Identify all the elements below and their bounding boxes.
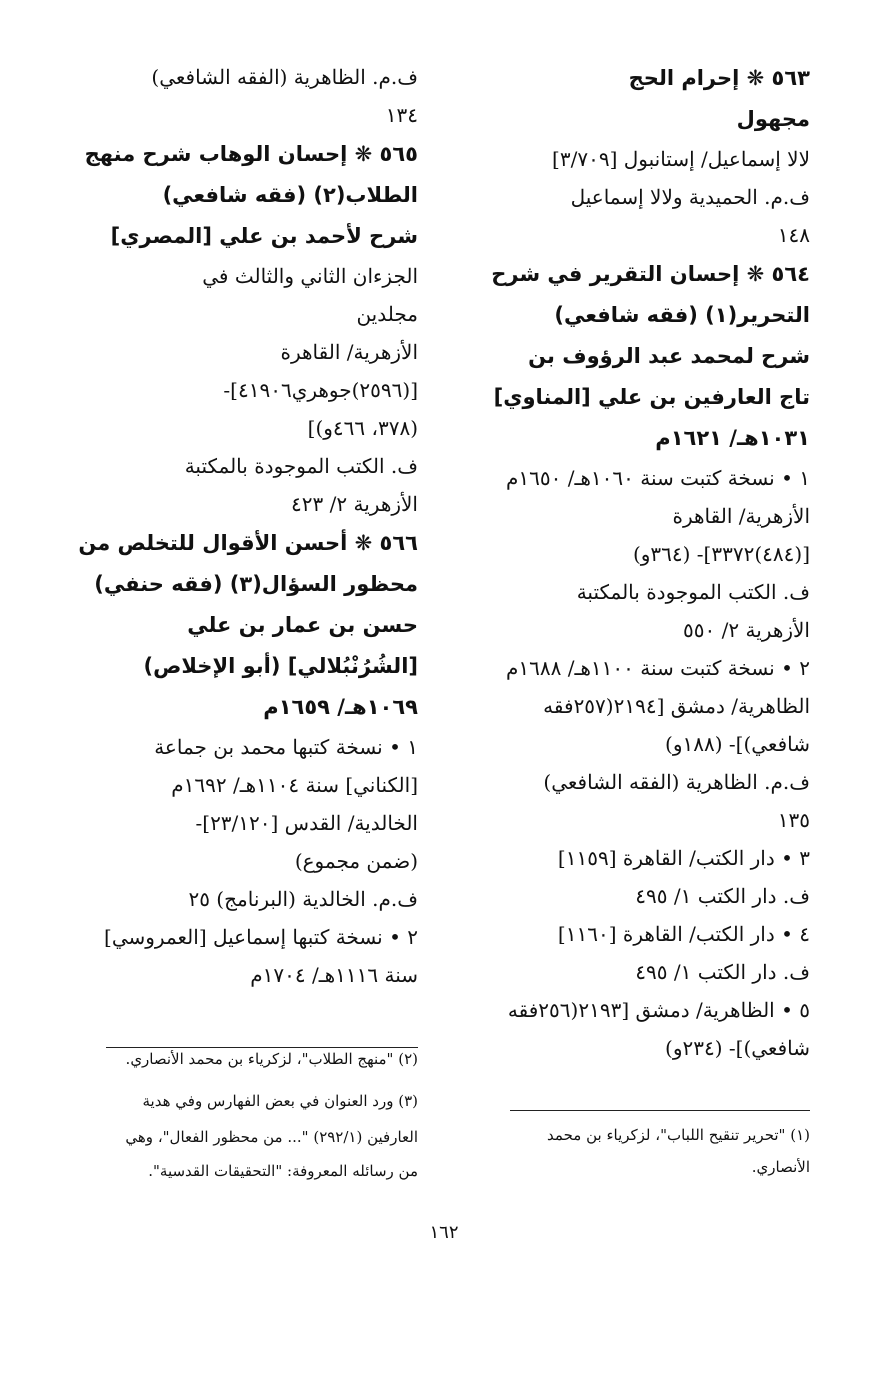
footnote-left-1: (٢) "منهج الطلاب"، لزكرياء بن محمد الأنصاري. xyxy=(125,1050,418,1068)
entry-text-line: (ضمن مجموع) xyxy=(294,849,418,873)
entry-heading-line: ٥٦٤ ❋ إحسان التقرير في شرح xyxy=(491,262,810,286)
entry-text-line: شافعي)]- (١٨٨و) xyxy=(665,732,810,756)
footnote-rule-right xyxy=(510,1110,810,1111)
entry-text-line: ف. الكتب الموجودة بالمكتبة xyxy=(184,454,418,478)
entry-text-line: [الكناني] سنة ١١٠٤هـ/ ١٦٩٢م xyxy=(171,773,418,797)
entry-text-line: الأزهرية/ القاهرة xyxy=(280,340,418,364)
entry-text-line: الجزءان الثاني والثالث في xyxy=(202,264,418,288)
entry-heading-line: ١٠٣١هـ/ ١٦٢١م xyxy=(655,426,810,450)
entry-text-line: ف.م. الظاهرية (الفقه الشافعي) xyxy=(151,65,418,89)
entry-text-line: ف. دار الكتب ١/ ٤٩٥ xyxy=(635,960,810,984)
entry-heading-line: محظور السؤال(٣) (فقه حنفي) xyxy=(94,572,418,596)
entry-text-line: ١ • نسخة كتبها محمد بن جماعة xyxy=(154,735,418,759)
entry-heading-line: شرح لأحمد بن علي [المصري] xyxy=(110,224,418,248)
footnote-left-2: (٣) ورد العنوان في بعض الفهارس وفي هدية xyxy=(142,1092,418,1110)
footnote-right-1: (١) "تحرير تنقيح اللباب"، لزكرياء بن محمد xyxy=(547,1126,810,1144)
entry-text-line: الظاهرية/ دمشق [٢١٩٤(٢٥٧فقه xyxy=(543,694,810,718)
entry-text-line: الأزهرية ٢/ ٤٢٣ xyxy=(291,492,418,516)
page-number: ١٦٢ xyxy=(429,1222,459,1243)
entry-heading-line: ٥٦٣ ❋ إحرام الحج xyxy=(628,66,810,90)
entry-text-line: شافعي)]- (٢٣٤و) xyxy=(665,1036,810,1060)
footnote-right-2: الأنصاري. xyxy=(751,1158,810,1176)
entry-heading-line: شرح لمحمد عبد الرؤوف بن xyxy=(528,344,810,368)
entry-text-line: ٥ • الظاهرية/ دمشق [٢١٩٣(٢٥٦فقه xyxy=(507,998,810,1022)
entry-text-line: ١٣٥ xyxy=(777,808,810,832)
entry-text-line: ف.م. الظاهرية (الفقه الشافعي) xyxy=(543,770,810,794)
entry-text-line: ١٤٨ xyxy=(777,223,810,247)
entry-text-line: ١٣٤ xyxy=(385,103,418,127)
entry-text-line: ف.م. الحميدية ولالا إسماعيل xyxy=(570,185,810,209)
entry-heading-line: حسن بن عمار بن علي xyxy=(187,613,418,637)
left-column xyxy=(78,58,418,994)
entry-text-line: ٢ • نسخة كتبت سنة ١١٠٠هـ/ ١٦٨٨م xyxy=(506,656,810,680)
entry-heading-line: الطلاب(٢) (فقه شافعي) xyxy=(162,183,418,207)
entry-text-line: مجلدين xyxy=(356,302,418,326)
entry-text-line: [(٢٥٩٦)جوهري٤١٩٠٦]- xyxy=(223,378,418,402)
entry-text-line: الأزهرية/ القاهرة xyxy=(672,504,810,528)
entry-text-line: (٣٧٨، ٤٦٦و)] xyxy=(307,416,418,440)
footnote-left-3: العارفين (٢٩٢/١) "... من محظور الفعال"، وهي xyxy=(125,1128,418,1146)
entry-text-line: ٢ • نسخة كتبها إسماعيل [العمروسي] xyxy=(104,925,418,949)
entry-heading-line: ٥٦٥ ❋ إحسان الوهاب شرح منهج xyxy=(84,142,418,166)
entry-heading-line: تاج العارفين بن علي [المناوي] xyxy=(493,385,810,409)
entry-text-line: الأزهرية ٢/ ٥٥٠ xyxy=(683,618,810,642)
entry-heading-line: مجهول xyxy=(736,107,810,131)
entry-heading-line: [الشُرُنْبُلالي] (أبو الإخلاص) xyxy=(143,654,418,678)
entry-text-line: ف. الكتب الموجودة بالمكتبة xyxy=(576,580,810,604)
entry-text-line: لالا إسماعيل/ إستانبول [٣/٧٠٩] xyxy=(552,147,810,171)
entry-text-line: ٣ • دار الكتب/ القاهرة [١١٥٩] xyxy=(557,846,810,870)
entry-text-line: سنة ١١١٦هـ/ ١٧٠٤م xyxy=(250,963,418,987)
entry-heading-line: ١٠٦٩هـ/ ١٦٥٩م xyxy=(263,695,418,719)
entry-text-line: ١ • نسخة كتبت سنة ١٠٦٠هـ/ ١٦٥٠م xyxy=(506,466,810,490)
footnote-left-4: من رسائله المعروفة: "التحقيقات القدسية". xyxy=(148,1162,418,1180)
entry-text-line: [(٤٨٤)٣٣٧٢]- (٣٦٤و) xyxy=(632,542,810,566)
right-column xyxy=(491,58,810,1067)
entry-text-line: ف.م. الخالدية (البرنامج) ٢٥ xyxy=(188,887,418,911)
entry-text-line: ٤ • دار الكتب/ القاهرة [١١٦٠] xyxy=(557,922,810,946)
entry-heading-line: ٥٦٦ ❋ أحسن الأقوال للتخلص من xyxy=(78,531,418,555)
entry-heading-line: التحرير(١) (فقه شافعي) xyxy=(554,303,810,327)
entry-text-line: الخالدية/ القدس [٢٣/١٢٠]- xyxy=(195,811,418,835)
entry-text-line: ف. دار الكتب ١/ ٤٩٥ xyxy=(635,884,810,908)
